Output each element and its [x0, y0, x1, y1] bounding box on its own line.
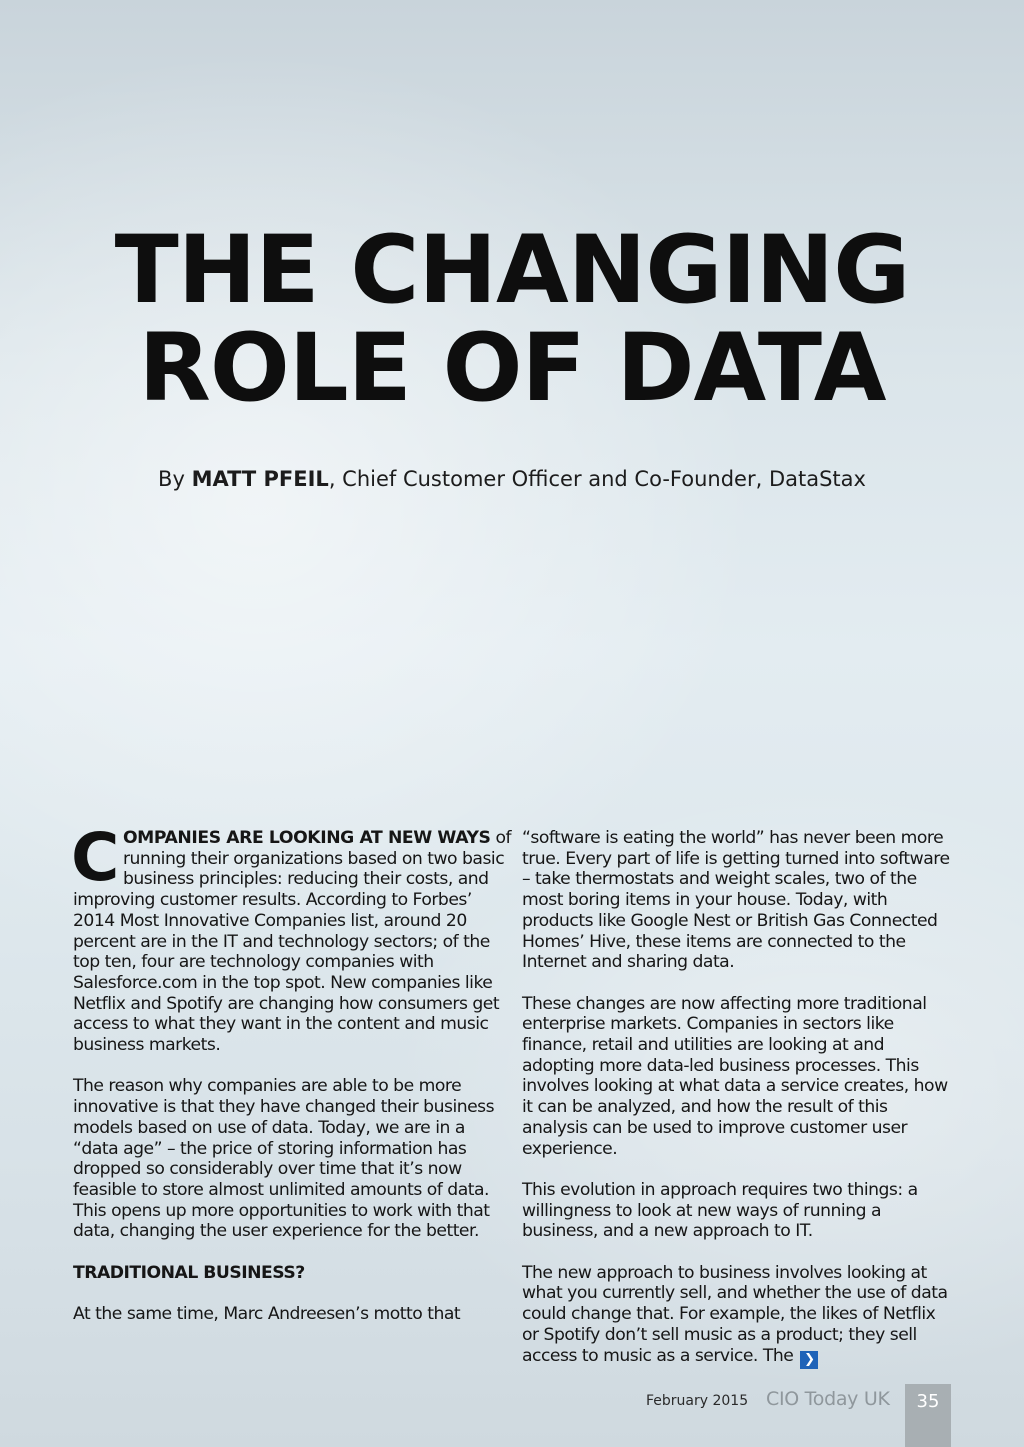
chevron-right-icon[interactable]: ❯ — [800, 1351, 818, 1369]
author-role: , Chief Customer Officer and Co-Founder, DataStax — [328, 467, 866, 491]
issue-date: February 2015 — [646, 1393, 749, 1409]
paragraph-3: At the same time, Marc Andreesen’s motto that — [73, 1304, 461, 1325]
section-subheading: TRADITIONAL BUSINESS? — [73, 1262, 305, 1283]
page-number: 35 — [905, 1384, 951, 1447]
lead-in-caps: OMPANIES ARE LOOKING AT NEW WAYS — [122, 828, 491, 848]
article-column-right — [522, 828, 954, 1369]
paragraph-4: “software is eating the world” has never been more true. Every part of life is getting turned into software – take thermostats and weight scales, two of the most boring items in your house. Today, with products like Google Nest or British Gas Connected Homes’ Hive, these items are connected to the Internet and sharing data. — [522, 828, 950, 973]
article-title-line-2: ROLE OF DATA — [138, 314, 886, 423]
paragraph-2: The reason why companies are able to be more innovative is that they have changed their business models based on use of data. Today, we are in a “data age” – the price of storing information has dropped so considerably over time that it’s now feasible to store almost unlimited amounts of data. This opens up more opportunities to work with that data, changing the user experience for the better. — [73, 1076, 495, 1242]
article-column-left — [71, 819, 513, 1325]
drop-cap: C — [71, 819, 119, 896]
byline-prefix: By — [158, 467, 192, 491]
byline — [0, 467, 1024, 491]
paragraph-6: This evolution in approach requires two things: a willingness to look at new ways of running a business, and a new approach to IT. — [522, 1179, 918, 1242]
paragraph-1 — [71, 819, 513, 1056]
author-name: MATT PFEIL — [191, 467, 329, 491]
magazine-name: CIO Today UK — [766, 1388, 890, 1410]
paragraph-1-text: of running their organizations based on two basic business principles: reducing their costs, and improving customer results. According to Forbes’ 2014 Most Innovative Companies list, around 20 percent are in the IT and technology sectors; of the top ten, four are technology companies with Salesforce.com in the top spot. New companies like Netflix and Spotify are changing how consumers get access to what they want in the content and music business markets. — [73, 828, 512, 1056]
paragraph-7-text: The new approach to business involves looking at what you currently sell, and whether the use of data could change that. For example, the likes of Netflix or Spotify don’t sell music as a product; they sell access to music as a service. The — [522, 1262, 948, 1366]
article-title — [0, 216, 1024, 423]
paragraph-7 — [522, 1263, 954, 1369]
paragraph-5: These changes are now affecting more traditional enterprise markets. Companies in sectors like finance, retail and utilities are looking at and adopting more data-led business processes. This involves looking at what data a service creates, how it can be analyzed, and how the result of this analysis can be used to improve customer user experience. — [522, 993, 948, 1159]
article-title-line-1: THE CHANGING — [114, 216, 910, 325]
